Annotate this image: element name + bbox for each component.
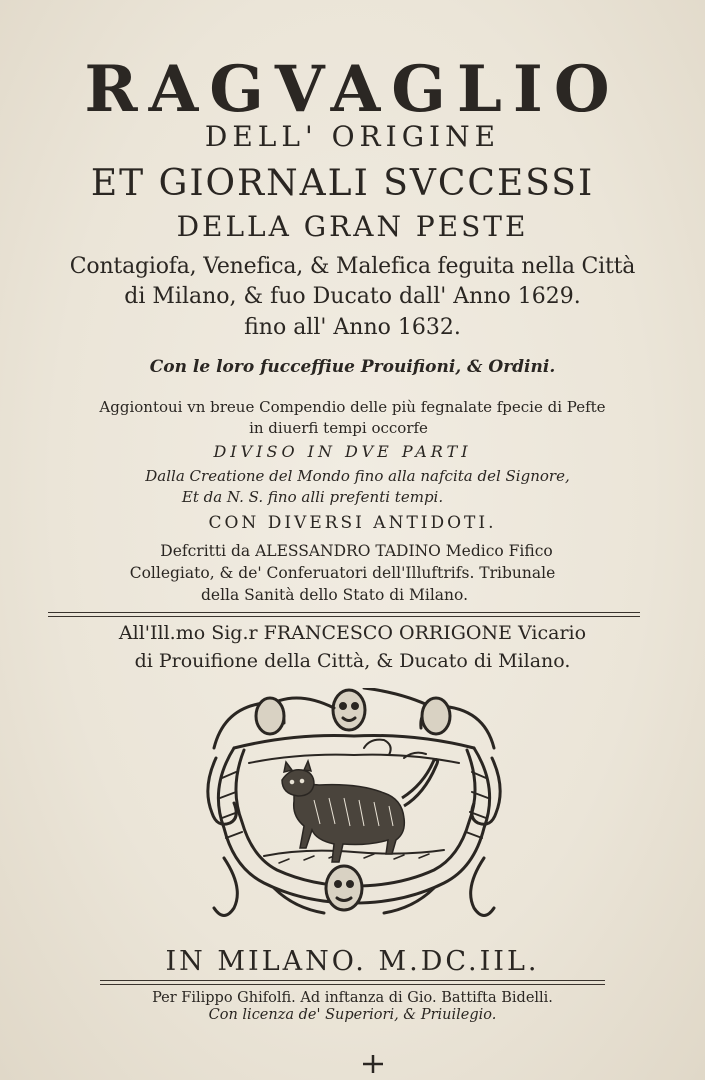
subtitle-origin: DELL' ORIGINE: [204, 120, 501, 153]
dedication-line-1: All'Ill.mo Sig.r FRANCESCO ORRIGONE Vicario: [118, 622, 587, 644]
divider-rule: [48, 612, 640, 613]
divider-rule-thin: [48, 616, 640, 617]
author-line-1: Defcritti da ALESSANDRO TADINO Medico Fifico: [160, 542, 553, 560]
provisions-line: Con le loro fucceffiue Prouifioni, & Ordini.: [149, 357, 556, 377]
antidotes-heading: CON DIVERSI ANTIDOTI.: [208, 513, 497, 533]
description-line-3: fino all' Anno 1632.: [244, 315, 461, 340]
description-line-2: di Milano, & fuo Ducato dall' Anno 1629.: [124, 284, 581, 309]
subtitle-plague: DELLA GRAN PESTE: [176, 210, 529, 243]
imprint-rule: [100, 980, 605, 981]
dedication-line-2: di Prouifione della Città, & Ducato di Milano.: [134, 650, 571, 672]
division-heading: DIVISO IN DVE PARTI: [213, 442, 472, 461]
part-two-line: Et da N. S. fino alli prefenti tempi.: [181, 488, 444, 506]
author-line-3: della Sanità dello Stato di Milano.: [200, 586, 469, 604]
printers-device-woodcut-icon: [204, 688, 504, 933]
printer-line: Per Filippo Ghifolfi. Ad inftanza di Gio. Battifta Bidelli.: [152, 990, 553, 1006]
part-one-line: Dalla Creatione del Mondo fino alla nafcita del Signore,: [145, 467, 570, 485]
compendium-line-1: Aggiontoui vn breue Compendio delle più fegnalate fpecie di Pefte: [99, 398, 606, 416]
compendium-line-2: in diuerfi tempi occorfe: [249, 419, 428, 437]
description-line-1: Contagiofa, Venefica, & Malefica feguita nella Città: [69, 254, 636, 279]
subtitle-events: ET GIORNALI SVCCESSI: [90, 163, 595, 204]
imprint-rule-thin: [100, 984, 605, 985]
license-line: Con licenza de' Superiori, & Priuilegio.: [208, 1007, 497, 1023]
book-title: RAGVAGLIO: [84, 52, 621, 127]
cross-mark-icon: [360, 1052, 386, 1076]
author-line-2: Collegiato, & de' Conferuatori dell'Illuftrifs. Tribunale: [129, 564, 556, 582]
imprint-place-date: IN MILANO. M.DC.IIL.: [165, 946, 540, 977]
